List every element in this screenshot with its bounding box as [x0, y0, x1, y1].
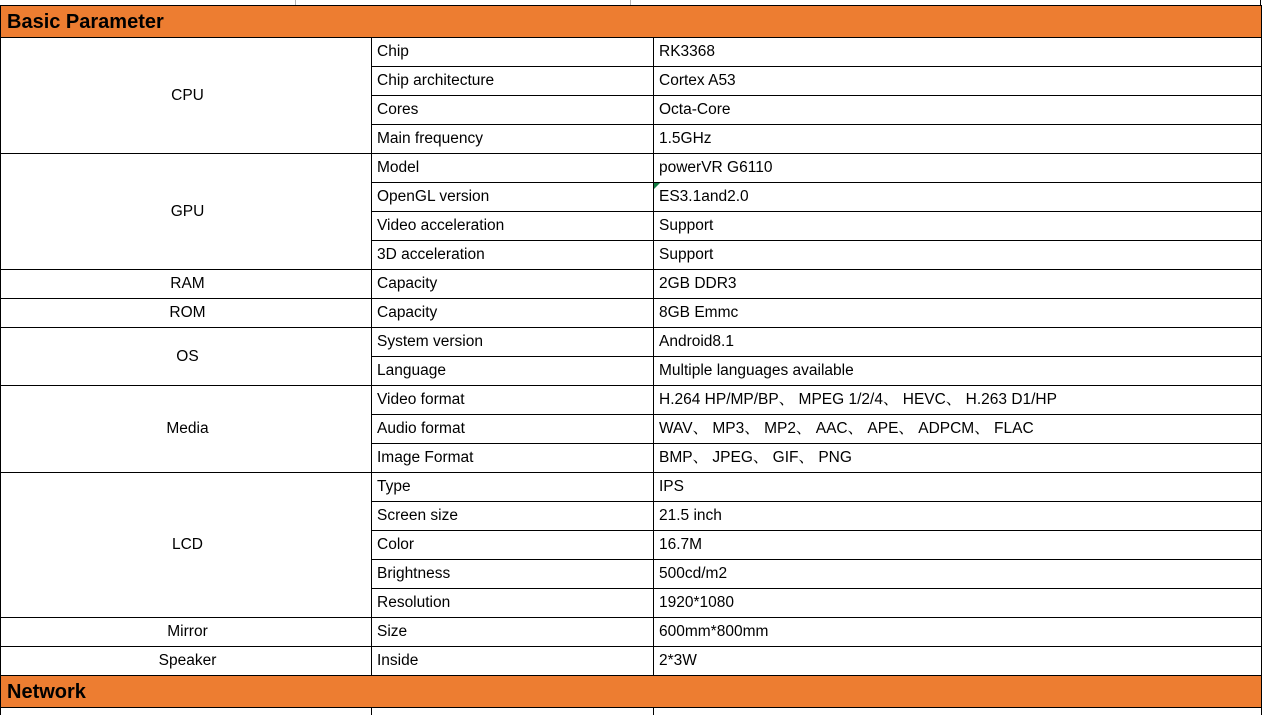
- param-cell: Model: [372, 154, 654, 183]
- table-row: [1, 647, 1262, 676]
- table-row: [1, 386, 1262, 415]
- value-cell: WAV、 MP3、 MP2、 AAC、 APE、 ADPCM、 FLAC: [654, 415, 1262, 444]
- param-cell: Screen size: [372, 502, 654, 531]
- value-cell: RK3368: [654, 38, 1262, 67]
- param-cell: Capacity: [372, 270, 654, 299]
- empty-cell: [1, 708, 372, 715]
- param-cell: Size: [372, 618, 654, 647]
- value-cell: 1.5GHz: [654, 125, 1262, 154]
- empty-cell: [372, 708, 654, 715]
- table-row: [1, 299, 1262, 328]
- gridline: [1260, 0, 1261, 5]
- table-row: [1, 618, 1262, 647]
- spec-table: [0, 5, 1262, 715]
- category-cell-ram: RAM: [1, 270, 372, 299]
- value-cell: Support: [654, 212, 1262, 241]
- value-cell: Octa-Core: [654, 96, 1262, 125]
- top-gridline-strip: [0, 0, 1261, 5]
- value-text: ES3.1and2.0: [659, 188, 749, 206]
- value-cell: 21.5 inch: [654, 502, 1262, 531]
- param-cell: Capacity: [372, 299, 654, 328]
- param-cell: Language: [372, 357, 654, 386]
- category-cell-rom: ROM: [1, 299, 372, 328]
- param-cell: Color: [372, 531, 654, 560]
- value-cell: BMP、 JPEG、 GIF、 PNG: [654, 444, 1262, 473]
- param-cell: Brightness: [372, 560, 654, 589]
- table-row: [1, 473, 1262, 502]
- value-cell: IPS: [654, 473, 1262, 502]
- table-row: [1, 154, 1262, 183]
- category-cell-mirror: Mirror: [1, 618, 372, 647]
- param-cell: Main frequency: [372, 125, 654, 154]
- value-cell: 600mm*800mm: [654, 618, 1262, 647]
- param-cell: 3D acceleration: [372, 241, 654, 270]
- value-cell: 500cd/m2: [654, 560, 1262, 589]
- empty-cell: [654, 708, 1262, 715]
- param-cell: Type: [372, 473, 654, 502]
- section-title-network: Network: [1, 676, 1262, 708]
- category-cell-cpu: CPU: [1, 38, 372, 154]
- param-cell: Video acceleration: [372, 212, 654, 241]
- param-cell: Image Format: [372, 444, 654, 473]
- value-cell: [654, 183, 1262, 212]
- category-cell-gpu: GPU: [1, 154, 372, 270]
- param-cell: Chip: [372, 38, 654, 67]
- category-cell-media: Media: [1, 386, 372, 473]
- value-cell: H.264 HP/MP/BP、 MPEG 1/2/4、 HEVC、 H.263 D1/HP: [654, 386, 1262, 415]
- table-row: [1, 328, 1262, 357]
- category-cell-lcd: LCD: [1, 473, 372, 618]
- value-cell: 2*3W: [654, 647, 1262, 676]
- value-cell: 8GB Emmc: [654, 299, 1262, 328]
- section-title-basic-parameter: Basic Parameter: [1, 6, 1262, 38]
- value-cell: 16.7M: [654, 531, 1262, 560]
- param-cell: Chip architecture: [372, 67, 654, 96]
- value-cell: Android8.1: [654, 328, 1262, 357]
- value-cell: Cortex A53: [654, 67, 1262, 96]
- param-cell: Cores: [372, 96, 654, 125]
- param-cell: OpenGL version: [372, 183, 654, 212]
- param-cell: Audio format: [372, 415, 654, 444]
- table-row: [1, 708, 1262, 715]
- gridline: [295, 0, 296, 5]
- value-cell: Multiple languages available: [654, 357, 1262, 386]
- param-cell: System version: [372, 328, 654, 357]
- category-cell-speaker: Speaker: [1, 647, 372, 676]
- table-row: [1, 38, 1262, 67]
- table-row: [1, 270, 1262, 299]
- category-cell-os: OS: [1, 328, 372, 386]
- value-cell: powerVR G6110: [654, 154, 1262, 183]
- value-cell: Support: [654, 241, 1262, 270]
- value-cell: 2GB DDR3: [654, 270, 1262, 299]
- param-cell: Resolution: [372, 589, 654, 618]
- cell-flag-icon: [654, 183, 660, 189]
- param-cell: Video format: [372, 386, 654, 415]
- gridline: [630, 0, 631, 5]
- value-cell: 1920*1080: [654, 589, 1262, 618]
- param-cell: Inside: [372, 647, 654, 676]
